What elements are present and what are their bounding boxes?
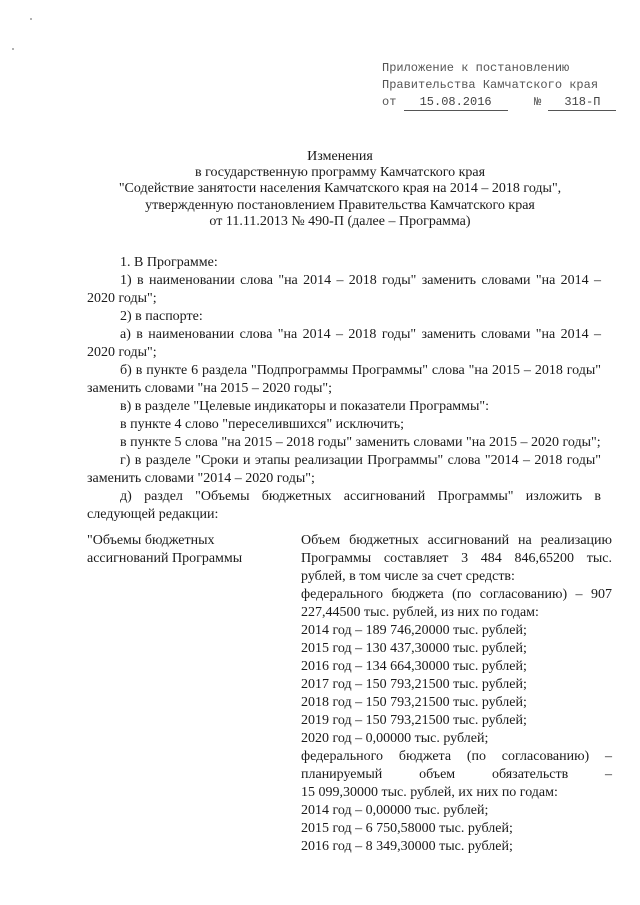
year-row: 2018 год – 150 793,21500 тыс. рублей; [301,695,527,710]
year-row: 2015 год – 6 750,58000 тыс. рублей; [301,821,513,836]
heading-line-2: в государственную программу Камчатского края [194,165,486,181]
item-2-v-1: в пункте 4 слово "переселившихся" исключить; [120,417,405,432]
item-2: 2) в паспорте: [120,309,203,324]
heading-line-4: утвержденную постановлением Правительства Камчатского края [145,197,535,213]
scan-specks [10,16,40,66]
year-row: 2014 год – 0,00000 тыс. рублей; [301,803,489,818]
document-body [87,254,601,524]
date-prefix: от [382,95,397,109]
heading-line-5: от 11.11.2013 № 490-П (далее – Программа) [209,213,471,229]
item-2-d: д) раздел "Объемы бюджетных ассигнований Программы" изложить в следующей редакции: [87,489,601,522]
budget-value-cell [301,532,612,856]
federal-budget-2-line-1: федерального бюджета (по согласованию) – [301,749,612,764]
budget-intro: Объем бюджетных ассигнований на реализацию Программы составляет 3 484 846,65200 тыс. рублей, в том числе за счет средств: [301,533,612,584]
item-1: 1. В Программе: [120,255,218,270]
year-row: 2017 год – 150 793,21500 тыс. рублей; [301,677,527,692]
budget-label-cell: "Объемы бюджетных ассигнований Программы [87,533,243,566]
item-2-v: в) в разделе "Целевые индикаторы и показатели Программы": [120,399,490,414]
scan-speck [12,48,14,50]
approval-line-1: Приложение к постановлению [382,61,570,75]
resolution-number: 318-П [548,95,616,111]
approval-block [382,60,622,111]
heading-line-3: "Содействие занятости населения Камчатского края на 2014 – 2018 годы", [118,181,562,197]
federal-budget-2-line-2: планируемый объем обязательств – [301,767,612,782]
approval-date-line [382,94,622,111]
resolution-date: 15.08.2016 [404,95,508,111]
document-heading [60,149,620,230]
year-row: 2020 год – 0,00000 тыс. рублей; [301,731,489,746]
years-list-1 [301,622,612,748]
year-row: 2016 год – 134 664,30000 тыс. рублей; [301,659,527,674]
number-prefix: № [534,95,542,109]
federal-budget-1: федерального бюджета (по согласованию) – 907 227,44500 тыс. рублей, из них по годам: [301,587,612,620]
year-row: 2016 год – 8 349,30000 тыс. рублей; [301,839,513,854]
item-2-a: а) в наименовании слова "на 2014 – 2018 годы" заменить словами "на 2014 – 2020 годы"; [87,327,601,360]
scan-speck [30,18,32,20]
approval-line-2: Правительства Камчатского края [382,78,599,92]
years-list-2 [301,802,612,856]
heading-title: Изменения [307,149,373,164]
year-row: 2014 год – 189 746,20000 тыс. рублей; [301,623,527,638]
item-2-g: г) в разделе "Сроки и этапы реализации Программы" слова "2014 – 2018 годы" заменить словами "2014 – 2020 годы"; [87,453,601,486]
federal-budget-2-line-3: 15 099,30000 тыс. рублей, их них по годам: [301,785,558,800]
year-row: 2015 год – 130 437,30000 тыс. рублей; [301,641,527,656]
item-1-1: 1) в наименовании слова "на 2014 – 2018 годы" заменить словами "на 2014 – 2020 годы"; [87,273,601,306]
item-2-v-2: в пункте 5 слова "на 2015 – 2018 годы" заменить словами "на 2015 – 2020 годы"; [120,435,601,450]
item-2-b: б) в пункте 6 раздела "Подпрограммы Программы" слова "на 2015 – 2018 годы" заменить словами "на 2015 – 2020 годы"; [87,363,601,396]
year-row: 2019 год – 150 793,21500 тыс. рублей; [301,713,527,728]
